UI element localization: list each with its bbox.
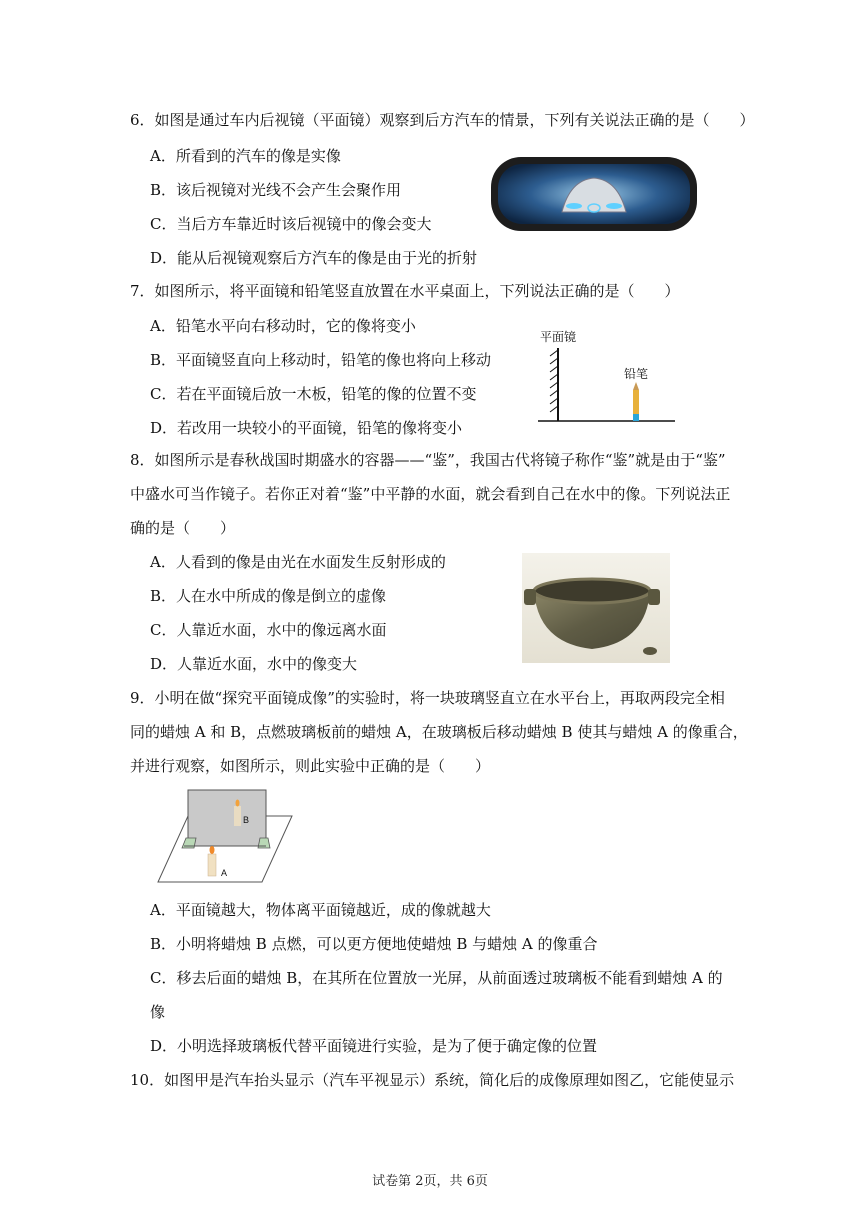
q6-option-d: D．能从后视镜观察后方汽车的像是由于光的折射	[150, 249, 478, 267]
q8-option-a: A．人看到的像是由光在水面发生反射形成的	[150, 553, 446, 571]
q9-stem-line-1: 9．小明在做“探究平面镜成像”的实验时，将一块玻璃竖直立在水平台上，再取两段完全相	[130, 689, 725, 707]
q7-option-d: D．若改用一块较小的平面镜，铅笔的像将变小	[150, 419, 463, 437]
q9-option-c: C．移去后面的蜡烛 B，在其所在位置放一光屏，从前面透过玻璃板不能看到蜡烛 A 的	[150, 969, 723, 987]
glass-plate-candle-figure	[150, 786, 300, 886]
q9-option-c-continued: 像	[150, 1003, 166, 1021]
q7-stem: 7．如图所示，将平面镜和铅笔竖直放置在水平桌面上，下列说法正确的是（ ）	[130, 282, 680, 300]
candle-a-label: A	[221, 868, 228, 878]
pencil-label: 铅笔	[624, 367, 649, 381]
q8-stem-line-3: 确的是（ ）	[130, 519, 236, 537]
q6-stem: 6．如图是通过车内后视镜（平面镜）观察到后方汽车的情景，下列有关说法正确的是（ ）	[130, 111, 755, 129]
q6-option-c: C．当后方车靠近时该后视镜中的像会变大	[150, 215, 432, 233]
q8-stem-line-2: 中盛水可当作镜子。若你正对着“鉴”中平静的水面，就会看到自己在水中的像。下列说法正	[130, 485, 731, 503]
rearview-mirror-image	[490, 156, 698, 232]
q8-option-c: C．人靠近水面，水中的像远离水面	[150, 621, 387, 639]
q9-stem-line-3: 并进行观察，如图所示，则此实验中正确的是（ ）	[130, 757, 491, 775]
q6-option-b: B．该后视镜对光线不会产生会聚作用	[150, 181, 402, 199]
q9-option-a: A．平面镜越大，物体离平面镜越近，成的像就越大	[150, 901, 491, 919]
q8-option-b: B．人在水中所成的像是倒立的虚像	[150, 587, 387, 605]
page-footer: 试卷第 2页，共 6页	[372, 1174, 488, 1189]
q9-option-d: D．小明选择玻璃板代替平面镜进行实验，是为了便于确定像的位置	[150, 1037, 598, 1055]
candle-b-label: B	[243, 815, 250, 825]
q8-option-d: D．人靠近水面，水中的像变大	[150, 655, 358, 673]
q9-stem-line-2: 同的蜡烛 A 和 B，点燃玻璃板前的蜡烛 A，在玻璃板后移动蜡烛 B 使其与蜡烛 A 的像重合，	[130, 723, 748, 741]
q7-option-c: C．若在平面镜后放一木板，铅笔的像的位置不变	[150, 385, 477, 403]
q7-option-a: A．铅笔水平向右移动时，它的像将变小	[150, 317, 416, 335]
q10-stem: 10．如图甲是汽车抬头显示（汽车平视显示）系统，简化后的成像原理如图乙，它能使显示	[130, 1071, 735, 1089]
q8-stem-line-1: 8．如图所示是春秋战国时期盛水的容器——“鉴”，我国古代将镜子称作“鉴”就是由于“鉴”	[130, 451, 726, 469]
q9-option-b: B．小明将蜡烛 B 点燃，可以更方便地使蜡烛 B 与蜡烛 A 的像重合	[150, 935, 598, 953]
mirror-pencil-figure	[530, 326, 680, 426]
q7-option-b: B．平面镜竖直向上移动时，铅笔的像也将向上移动	[150, 351, 492, 369]
q6-option-a: A．所看到的汽车的像是实像	[150, 147, 341, 165]
mirror-label: 平面镜	[540, 330, 577, 344]
bronze-jian-vessel-image	[522, 553, 670, 663]
